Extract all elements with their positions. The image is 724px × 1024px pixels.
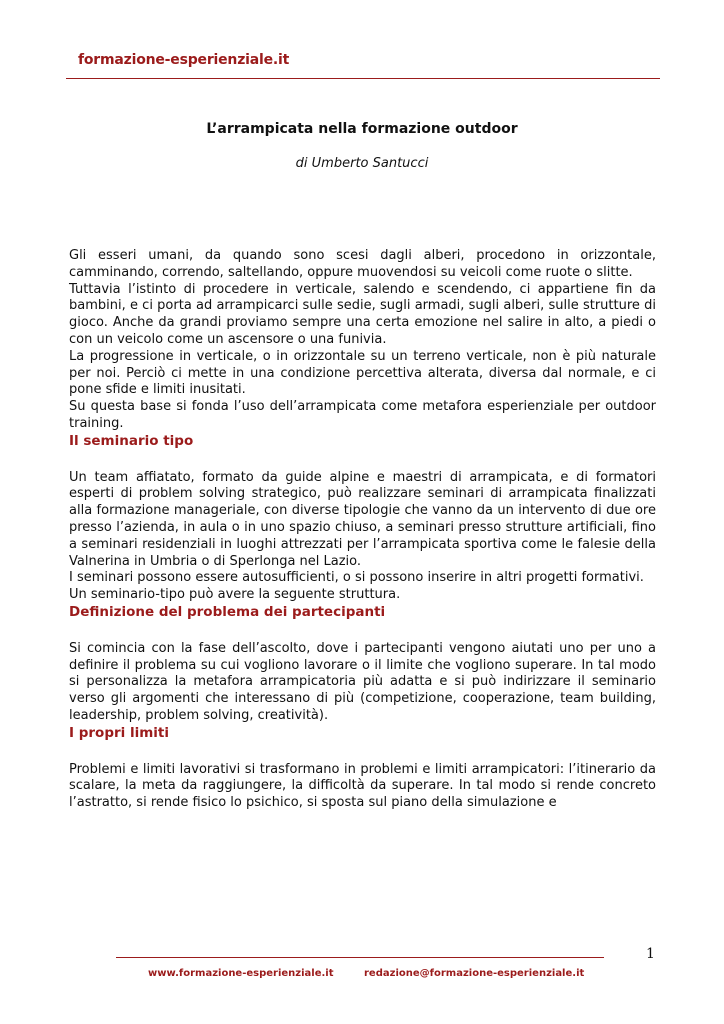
section-heading: Definizione del problema dei partecipanti xyxy=(69,603,386,620)
document-author: di Umberto Santucci xyxy=(295,156,429,171)
footer-email-link[interactable]: redazione@formazione-esperienziale.it xyxy=(364,968,585,979)
site-logo: formazione-esperienziale.it xyxy=(78,52,290,68)
section-paragraph: Un team affiatato, formato da guide alpine e maestri di arrampicata, e di formatori esperti di problem solving strategico, può realizzare seminari di arrampicata finalizzati alla formazione manageriale, con diverse tipologie che vanno da un intervento di due ore presso l’azienda, in aula o in uno spazio chiuso, a seminari presso strutture artificiali, fino a seminari residenziali in luoghi attrezzati per l’arrampicata sportiva come le falesie della Valnerina in Umbria o di Sperlonga nel Lazio. xyxy=(69,469,656,569)
section-paragraph: I seminari possono essere autosufficienti, o si possono inserire in altri progetti formativi. xyxy=(69,570,644,586)
intro-paragraph: Gli esseri umani, da quando sono scesi dagli alberi, procedono in orizzontale, camminando, correndo, saltellando, oppure muovendosi su veicoli come ruote o slitte. xyxy=(69,248,656,280)
section-paragraph: Problemi e limiti lavorativi si trasformano in problemi e limiti arrampicatori: l’itinerario da scalare, la meta da raggiungere, la difficoltà da superare. In tal modo si rende concreto l’astratto, si rende fisico lo psichico, si sposta sul piano della simulazione e xyxy=(69,761,656,811)
section-heading: I propri limiti xyxy=(69,724,169,741)
document-title: L’arrampicata nella formazione outdoor xyxy=(206,121,518,137)
document-body xyxy=(69,248,656,812)
footer-divider xyxy=(116,957,604,958)
header-divider xyxy=(66,78,660,79)
intro-paragraph: Su questa base si fonda l’uso dell’arrampicata come metafora esperienziale per outdoor training. xyxy=(69,399,656,431)
intro-paragraph: La progressione in verticale, o in orizzontale su un terreno verticale, non è più naturale per noi. Perciò ci mette in una condizione percettiva alterata, diversa dal normale, e ci pone sfide e limiti inusitati. xyxy=(69,348,656,398)
section-paragraph: Un seminario-tipo può avere la seguente struttura. xyxy=(69,587,401,603)
intro-paragraph: Tuttavia l’istinto di procedere in verticale, salendo e scendendo, ci appartiene fin da bambini, e ci porta ad arrampicarci sulle sedie, sugli armadi, sugli alberi, sulle strutture di gioco. Anche da grandi proviamo sempre una certa emozione nel salire in alto, a piedi o con un veicolo come un ascensore o una funivia. xyxy=(69,281,656,347)
page-number: 1 xyxy=(646,946,655,962)
footer-website-link[interactable]: www.formazione-esperienziale.it xyxy=(148,968,334,979)
section-paragraph: Si comincia con la fase dell’ascolto, dove i partecipanti vengono aiutati uno per uno a definire il problema su cui vogliono lavorare o il limite che vogliono superare. In tal modo si personalizza la metafora arrampicatoria più adatta e si può indirizzare il seminario verso gli argomenti che interessano di più (competizione, cooperazione, team building, leadership, problem solving, creatività). xyxy=(69,640,656,723)
section-heading: Il seminario tipo xyxy=(69,432,194,449)
